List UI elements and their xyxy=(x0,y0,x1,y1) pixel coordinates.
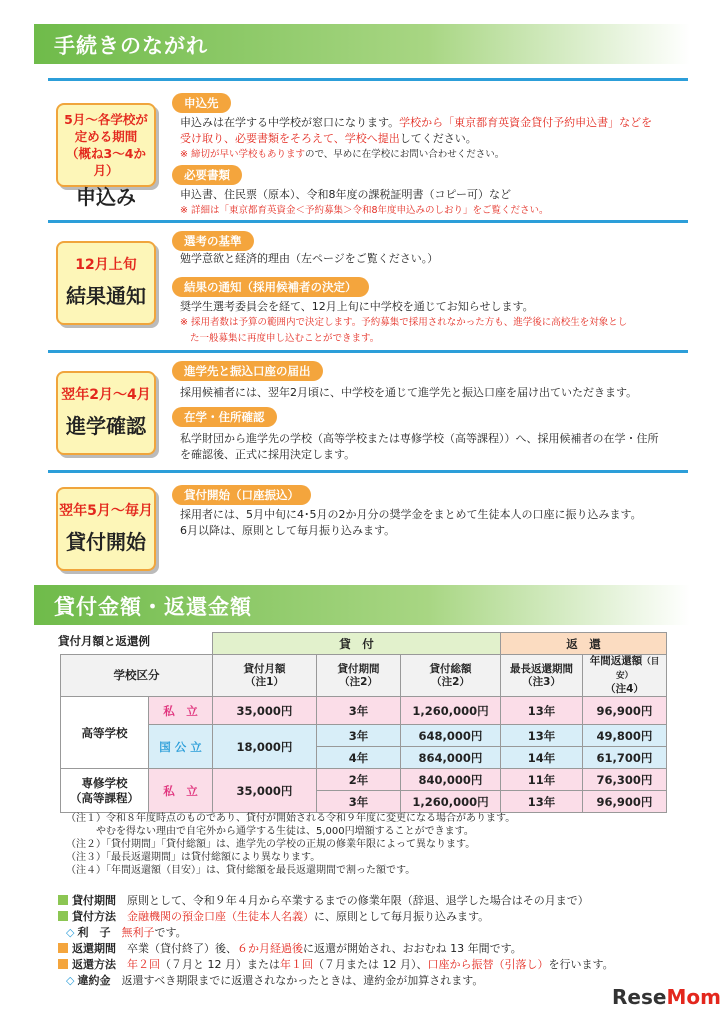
step-text: 勉学意欲と経済的理由（左ページをご覧ください。） xyxy=(180,252,439,265)
label-pill: 必要書類 xyxy=(172,165,242,185)
step-period: 翌年2月～4月 xyxy=(61,387,151,403)
row-high-school: 高等学校 xyxy=(61,697,149,769)
section-header-amounts xyxy=(34,585,690,625)
step-box xyxy=(56,103,156,209)
step-enrollment xyxy=(48,350,688,468)
step-text: 私学財団から進学先の学校（高等学校または専修学校（高等課程））へ、採用候補者の在学・住所 を確認後、正式に採用決定します。 xyxy=(180,432,659,461)
term-loan-method: 貸付方法 金融機関の預金口座（生徒本人名義）に、原則として毎月振り込みます。 xyxy=(58,909,489,925)
orange-square-icon xyxy=(58,959,68,969)
private-label: 私 立 xyxy=(149,769,213,813)
step-text: 申込書、住民票（原本）、令和8年度の課税証明書（コピー可）など ※ 詳細は「東京都育英資金＜予約募集＞令和8年度申込みのしおり」をご覧ください。 xyxy=(180,188,549,216)
private-label: 私 立 xyxy=(149,697,213,725)
green-square-icon xyxy=(58,911,68,921)
label-pill: 選考の基準 xyxy=(172,231,254,251)
loan-table xyxy=(60,632,667,813)
term-interest: ◇ 利 子 無利子です。 xyxy=(66,926,187,939)
step-result xyxy=(48,220,688,348)
header-max-period: 最長返還期間 （注3） xyxy=(501,655,583,697)
step-application xyxy=(48,78,688,218)
resemom-logo: ReseMom xyxy=(612,985,721,1009)
table-row: 高等学校 私 立 35,000円 3年 1,260,000円 13年 96,900円 xyxy=(61,697,667,725)
group-repay: 返 還 xyxy=(501,633,667,655)
label-pill: 申込先 xyxy=(172,93,231,113)
step-name: 貸付開始 xyxy=(66,530,146,554)
orange-square-icon xyxy=(58,943,68,953)
label-pill: 貸付開始（口座振込） xyxy=(172,485,311,505)
header-school-type: 学校区分 xyxy=(61,655,213,697)
step-text: 採用者には、5月中旬に4･5月の2か月分の奨学金をまとめて生徒本人の口座に振り込みます。 6月以降は、原則として毎月振り込みます。 xyxy=(180,508,642,537)
step-box xyxy=(56,371,156,455)
step-period: 12月上旬 xyxy=(75,257,137,273)
step-text: 申込みは在学する中学校が窓口になります。学校から「東京都育英資金貸付予約申込書」などを 受け取り、必要書類をそろえて、学校へ提出してください。 ※ 締切が早い学校もありますので、早めに在学校にお問い合わせください。 xyxy=(180,116,653,160)
step-name: 申込み xyxy=(76,185,136,209)
header-annual: 年間返還額（目安） （注4） xyxy=(583,655,667,697)
table-row: 国 公 立 18,000円 3年 648,000円 13年 49,800円 xyxy=(61,725,667,747)
header-monthly: 貸付月額 （注1） xyxy=(213,655,317,697)
section-title: 手続きのながれ xyxy=(54,34,208,58)
row-vocational: 専修学校 （高等課程） xyxy=(61,769,149,813)
section-header-flow xyxy=(34,24,690,64)
table-caption: 貸付月額と返還例 xyxy=(58,634,150,648)
header-total: 貸付総額 （注2） xyxy=(401,655,501,697)
label-pill: 進学先と振込口座の届出 xyxy=(172,361,323,381)
footnotes: （注１）令和８年度時点のものであり、貸付が開始される令和９年度に変更になる場合があります。 やむを得ない理由で自宅外から通学する生徒は、5,000円増額することができます。 （注２）「貸付期間」「貸付総額」は、進学先の学校の正規の修業年限によって異なります。 （注３）「最長返還期間」は貸付総額により異なります。 （注４）「年間返還額（目安）」は、貸付総額を最長返還期間で割った額です。 xyxy=(66,813,516,876)
step-name: 進学確認 xyxy=(66,414,146,438)
table-row: 3年 1,260,000円 13年 96,900円 xyxy=(61,791,667,813)
diamond-icon: ◇ xyxy=(66,926,75,939)
step-text: 奨学生選考委員会を経て、12月上旬に中学校を通じてお知らせします。 ※ 採用者数は予算の範囲内で決定します。予約募集で採用されなかった方も、進学後に高校生を対象とし た一般募集に再度申し込むことができます。 xyxy=(180,300,628,344)
step-disbursement xyxy=(48,470,688,570)
step-box xyxy=(56,241,156,325)
diamond-icon: ◇ xyxy=(66,974,75,987)
step-period: 翌年5月～毎月 xyxy=(59,503,153,519)
group-lend: 貸 付 xyxy=(213,633,501,655)
public-label: 国 公 立 xyxy=(149,725,213,769)
label-pill: 在学・住所確認 xyxy=(172,407,277,427)
label-pill: 結果の通知（採用候補者の決定） xyxy=(172,277,369,297)
step-name: 結果通知 xyxy=(66,284,146,308)
green-square-icon xyxy=(58,895,68,905)
table-row: 専修学校 （高等課程） 私 立 35,000円 2年 840,000円 11年 76,300円 xyxy=(61,769,667,791)
term-penalty: ◇ 違約金 返還すべき期限までに返還されなかったときは、違約金が加算されます。 xyxy=(66,974,484,987)
section-title: 貸付金額・返還金額 xyxy=(54,595,252,619)
term-loan-period: 貸付期間 原則として、令和９年４月から卒業するまでの修業年限（辞退、退学した場合はその月まで） xyxy=(58,893,589,909)
header-period: 貸付期間 （注2） xyxy=(317,655,401,697)
step-box xyxy=(56,487,156,571)
term-repay-method: 返還方法 年２回（７月と 12 月）または年１回（７月または 12 月）、口座から振替（引落し）を行います。 xyxy=(58,957,614,973)
table-row: 4年 864,000円 14年 61,700円 xyxy=(61,747,667,769)
step-period: 5月～各学校が 定める期間 （概ね3～4か月） xyxy=(64,112,148,178)
term-repay-period: 返還期間 卒業（貸付終了）後、６か月経過後に返還が開始され、おおむね 13 年間です。 xyxy=(58,941,522,957)
step-text: 採用候補者には、翌年2月頃に、中学校を通じて進学先と振込口座を届け出ていただきます。 xyxy=(180,386,638,399)
